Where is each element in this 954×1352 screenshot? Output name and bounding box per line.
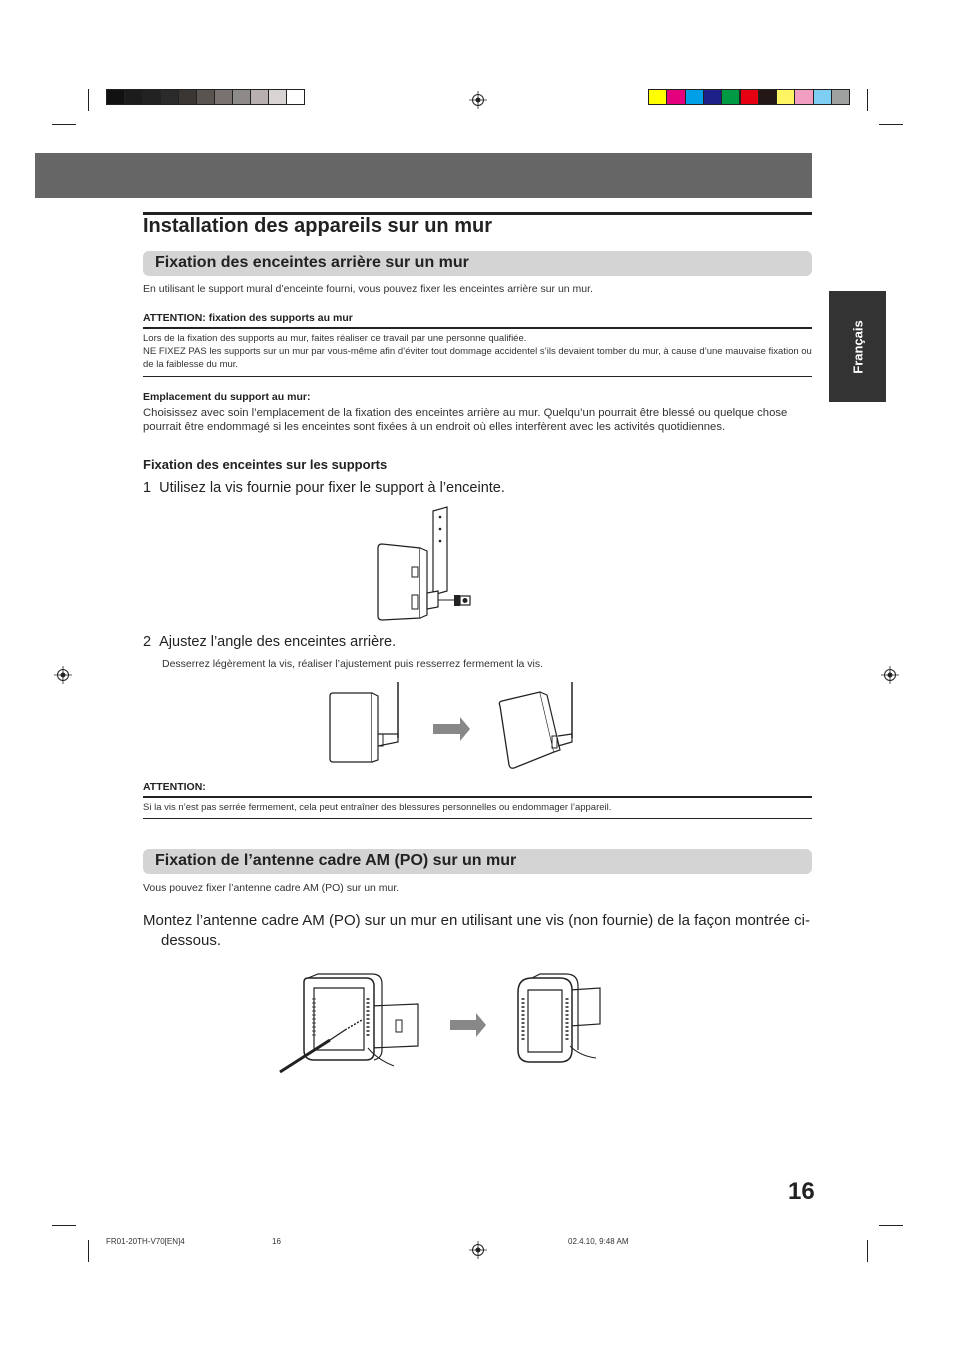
step-2 <box>143 634 396 650</box>
fixing-heading: Fixation des enceintes sur les supports <box>143 457 388 472</box>
header-bar <box>35 153 812 198</box>
registration-swatch <box>703 89 722 105</box>
section-intro: En utilisant le support mural d’enceinte fourni, vous pouvez fixer les enceintes arrière sur un mur. <box>143 283 593 295</box>
registration-swatch <box>124 89 143 105</box>
step-number: 1 <box>143 480 152 496</box>
registration-swatch <box>142 89 161 105</box>
registration-swatch <box>685 89 704 105</box>
crop-mark <box>879 124 903 125</box>
crop-mark <box>879 1225 903 1226</box>
registration-swatch <box>214 89 233 105</box>
section-heading: Fixation des enceintes arrière sur un mur <box>155 254 469 271</box>
step-2-note: Desserrez légèrement la vis, réaliser l’ajustement puis resserrez fermement la vis. <box>162 658 544 670</box>
attention-line: Lors de la fixation des supports au mur, faites réaliser ce travail par une personne qualifiée. <box>143 333 527 344</box>
registration-swatch <box>813 89 832 105</box>
attention-text <box>143 332 812 371</box>
registration-target-icon <box>469 91 487 109</box>
registration-swatch <box>831 89 850 105</box>
registration-swatch <box>250 89 269 105</box>
crop-mark <box>52 124 76 125</box>
crop-mark <box>867 1240 868 1262</box>
language-side-tab <box>829 291 886 402</box>
registration-target-icon <box>881 666 899 684</box>
placement-text: Choisissez avec soin l’emplacement de la fixation des enceintes arrière au mur. Quelqu’un pourrait être blessé ou quelque chose pourrait être endommagé si les enceintes sont fixées à un endroit où elles interfèrent avec les activités quotidiennes. <box>143 407 788 433</box>
crop-mark <box>88 89 89 111</box>
section-intro: Vous pouvez fixer l’antenne cadre AM (PO) sur un mur. <box>143 882 400 894</box>
page-title: Installation des appareils sur un mur <box>143 215 492 237</box>
lead-line: dessous. <box>161 932 222 949</box>
step-number: 2 <box>143 634 152 650</box>
section-heading-bar <box>143 251 812 276</box>
footer-page: 16 <box>272 1237 281 1246</box>
attention-text: Si la vis n’est pas serrée fermement, cela peut entraîner des blessures personnelles ou endommager l’appareil. <box>143 802 612 813</box>
crop-mark <box>52 1225 76 1226</box>
attention-bottom-rule <box>143 376 812 377</box>
registration-swatch <box>794 89 813 105</box>
attention-heading: ATTENTION: fixation des supports au mur <box>143 312 353 324</box>
registration-swatch <box>232 89 251 105</box>
registration-swatch <box>160 89 179 105</box>
registration-swatch <box>776 89 795 105</box>
registration-swatch <box>721 89 740 105</box>
speaker-angle-illustration <box>322 676 582 774</box>
footer-file: FR01-20TH-V70[EN]4 <box>106 1237 185 1246</box>
registration-swatch <box>666 89 685 105</box>
step-text: Ajustez l’angle des enceintes arrière. <box>159 634 397 650</box>
registration-swatch <box>106 89 125 105</box>
registration-swatch <box>648 89 667 105</box>
registration-swatch <box>268 89 287 105</box>
lead-line: Montez l’antenne cadre AM (PO) sur un mur en utilisant une vis (non fournie) de la façon montrée ci- <box>143 912 810 929</box>
speaker-bracket-illustration <box>372 503 482 623</box>
registration-swatch <box>758 89 777 105</box>
crop-mark <box>867 89 868 111</box>
attention-top-rule <box>143 327 812 329</box>
page-number: 16 <box>788 1178 815 1205</box>
footer-timestamp: 02.4.10, 9:48 AM <box>568 1237 629 1246</box>
step-1 <box>143 480 505 496</box>
attention-line: NE FIXEZ PAS les supports sur un mur par vous-même afin d’éviter tout dommage accidentel s’ils devaient tomber du mur, à cause d’une mauvaise fixation ou de la faiblesse du mur. <box>143 346 812 370</box>
crop-mark <box>88 1240 89 1262</box>
placement-heading: Emplacement du support au mur: <box>143 391 311 403</box>
registration-swatch <box>286 89 305 105</box>
section-heading-bar <box>143 849 812 874</box>
registration-target-icon <box>469 1241 487 1259</box>
attention-bottom-rule <box>143 818 812 819</box>
attention-top-rule <box>143 796 812 798</box>
registration-swatch <box>740 89 759 105</box>
attention-heading: ATTENTION: <box>143 781 206 793</box>
step-text: Utilisez la vis fournie pour fixer le support à l’enceinte. <box>159 480 505 496</box>
registration-target-icon <box>54 666 72 684</box>
registration-swatch <box>178 89 197 105</box>
side-tab-label: Français <box>850 319 865 374</box>
registration-swatch <box>196 89 215 105</box>
antenna-instructions <box>143 911 812 951</box>
am-antenna-illustration <box>270 968 610 1080</box>
section-heading: Fixation de l’antenne cadre AM (PO) sur un mur <box>155 852 517 869</box>
